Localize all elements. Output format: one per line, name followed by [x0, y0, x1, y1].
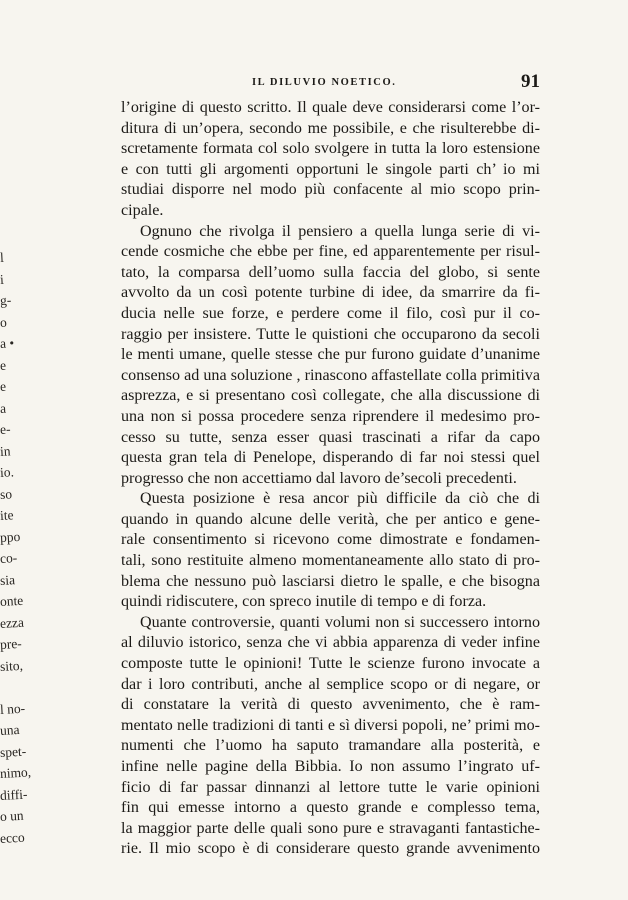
bleed-fragment: g- [0, 292, 12, 308]
text-line: ficio di far passar dinnanzi al lettore tutte le varie opinioni [121, 778, 540, 796]
text-line: cende cosmiche che ebbe per fine, ed apparentemente per risul- [121, 243, 540, 261]
bleed-fragment: sia [0, 571, 16, 588]
bleed-fragment: l no- [0, 700, 26, 717]
bleed-fragment: ite [0, 507, 14, 523]
text-line: scretamente formata col solo svolgere in tutta la loro estensione [121, 140, 540, 158]
text-line: progresso che non accettiamo dal lavoro de’secoli precedenti. [121, 469, 517, 487]
text-line: le menti umane, quelle stesse che pur furono guidate d’unanime [121, 346, 540, 364]
bleed-fragment: ppo [0, 528, 21, 545]
text-line: l’origine di questo scritto. Il quale deve considerarsi come l’or- [121, 99, 540, 116]
text-line: mentato nelle tradizioni di tanti e sì diversi popoli, ne’ primi mo- [121, 716, 540, 734]
text-line: quindi ridiscutere, con spreco inutile di tempo e di forza. [121, 593, 487, 611]
bleed-fragment: in [0, 442, 11, 459]
text-line: al diluvio istorico, senza che vi abbia apparenza di veder infine [121, 634, 540, 652]
bleed-fragment: co- [0, 550, 18, 566]
bleed-fragment: ezza [0, 614, 25, 631]
text-line: studiai disporre nel modo più confacente al mio scopo prin- [121, 181, 540, 199]
text-line: di constatare la verità di questo avvenimento, che è ram- [121, 696, 540, 714]
text-line: consenso ad una soluzione , rinascono affastellate colla primitiva [121, 366, 540, 384]
text-line: tali, sono restituite almeno momentaneamente allo stato di pro- [121, 552, 540, 570]
text-line: rie. Il mio scopo è di considerare questo grande avvenimento [121, 840, 540, 858]
text-line: composte tutte le opinioni! Tutte le scienze furono invocate a [121, 655, 540, 673]
text-line: Quante controversie, quanti volumi non si successero intorno [140, 613, 540, 631]
text-line: avvolto da un così potente turbine di idee, da smarrire da fi- [121, 284, 540, 302]
text-line: asprezza, e si presentano così collegate, che alla discussione di [121, 387, 540, 405]
bleed-fragment: a [0, 400, 7, 416]
bleed-fragment: ecco [0, 829, 26, 846]
bleed-fragment: nimo, [0, 764, 32, 781]
bleed-fragment: una [0, 721, 20, 738]
text-line: fin qui emesse intorno a questo grande e complesso tema, [121, 799, 540, 817]
bleed-fragment: o un [0, 807, 24, 824]
text-line: dar i loro contributi, anche al semplice scopo or di negare, or [121, 675, 540, 693]
bleed-fragment: a • [0, 335, 15, 351]
page-number: 91 [521, 71, 540, 92]
text-line: ditura di un’opera, secondo me possibile, e che risulterebbe di- [121, 119, 540, 137]
text-line: questa gran tela di Penelope, disperando di far noi stessi quel [121, 449, 540, 467]
bleed-fragment: spet- [0, 743, 27, 760]
text-line: numenti che l’uomo ha saputo tramandare alla posterità, e [121, 737, 540, 755]
text-line: la maggior parte delle quali sono pure e stravaganti fantastiche- [121, 819, 540, 837]
bleed-fragment: io. [0, 464, 15, 480]
text-line: quando in quando alcune delle verità, che per antico e gene- [121, 510, 540, 528]
text-line: blema che nessuno può lasciarsi dietro le spalle, e che bisogna [121, 572, 540, 590]
text-line: cesso su tutte, senza esser quasi trascinati a rifar da capo [121, 428, 540, 446]
text-line: una non si possa procedere senza riprendere il medesimo pro- [121, 407, 540, 425]
body-text [121, 98, 540, 860]
bleed-fragment: diffi- [0, 786, 28, 803]
text-line: ducia nelle sue forze, e perdere come il filo, così pur il co- [121, 304, 540, 322]
bleed-fragment: e- [0, 421, 11, 437]
text-line: cipale. [121, 201, 164, 219]
text-line: rale consentimento si ricevono come dimostrate e fondamen- [121, 531, 540, 549]
text-line: raggio per insistere. Tutte le quistioni che occuparono da secoli [121, 325, 540, 343]
bleed-fragment: so [0, 485, 13, 502]
running-head: IL DILUVIO NOETICO. [252, 77, 397, 88]
bleed-fragment: l [0, 249, 5, 265]
bleed-fragment: i [0, 271, 5, 287]
bleed-fragment: e [0, 357, 7, 373]
text-line: tato, la comparsa dell’uomo sulla faccia del globo, si sente [121, 263, 540, 281]
bleed-fragment: onte [0, 592, 24, 609]
text-line: infine nelle pagine della Bibbia. Io non assumo l’ingrato uf- [121, 758, 540, 775]
bleed-fragment: o [0, 314, 8, 330]
bleed-fragment: pre- [0, 635, 23, 652]
text-line: Questa posizione è resa ancor più difficile da ciò che di [140, 490, 540, 508]
bleed-fragment: sito, [0, 657, 24, 674]
bleed-fragment: e [0, 378, 7, 394]
text-line: Ognuno che rivolga il pensiero a quella lunga serie di vi- [140, 222, 540, 240]
text-line: e con tutti gli argomenti opportuni le singole parti ch’ io mi [121, 160, 540, 178]
